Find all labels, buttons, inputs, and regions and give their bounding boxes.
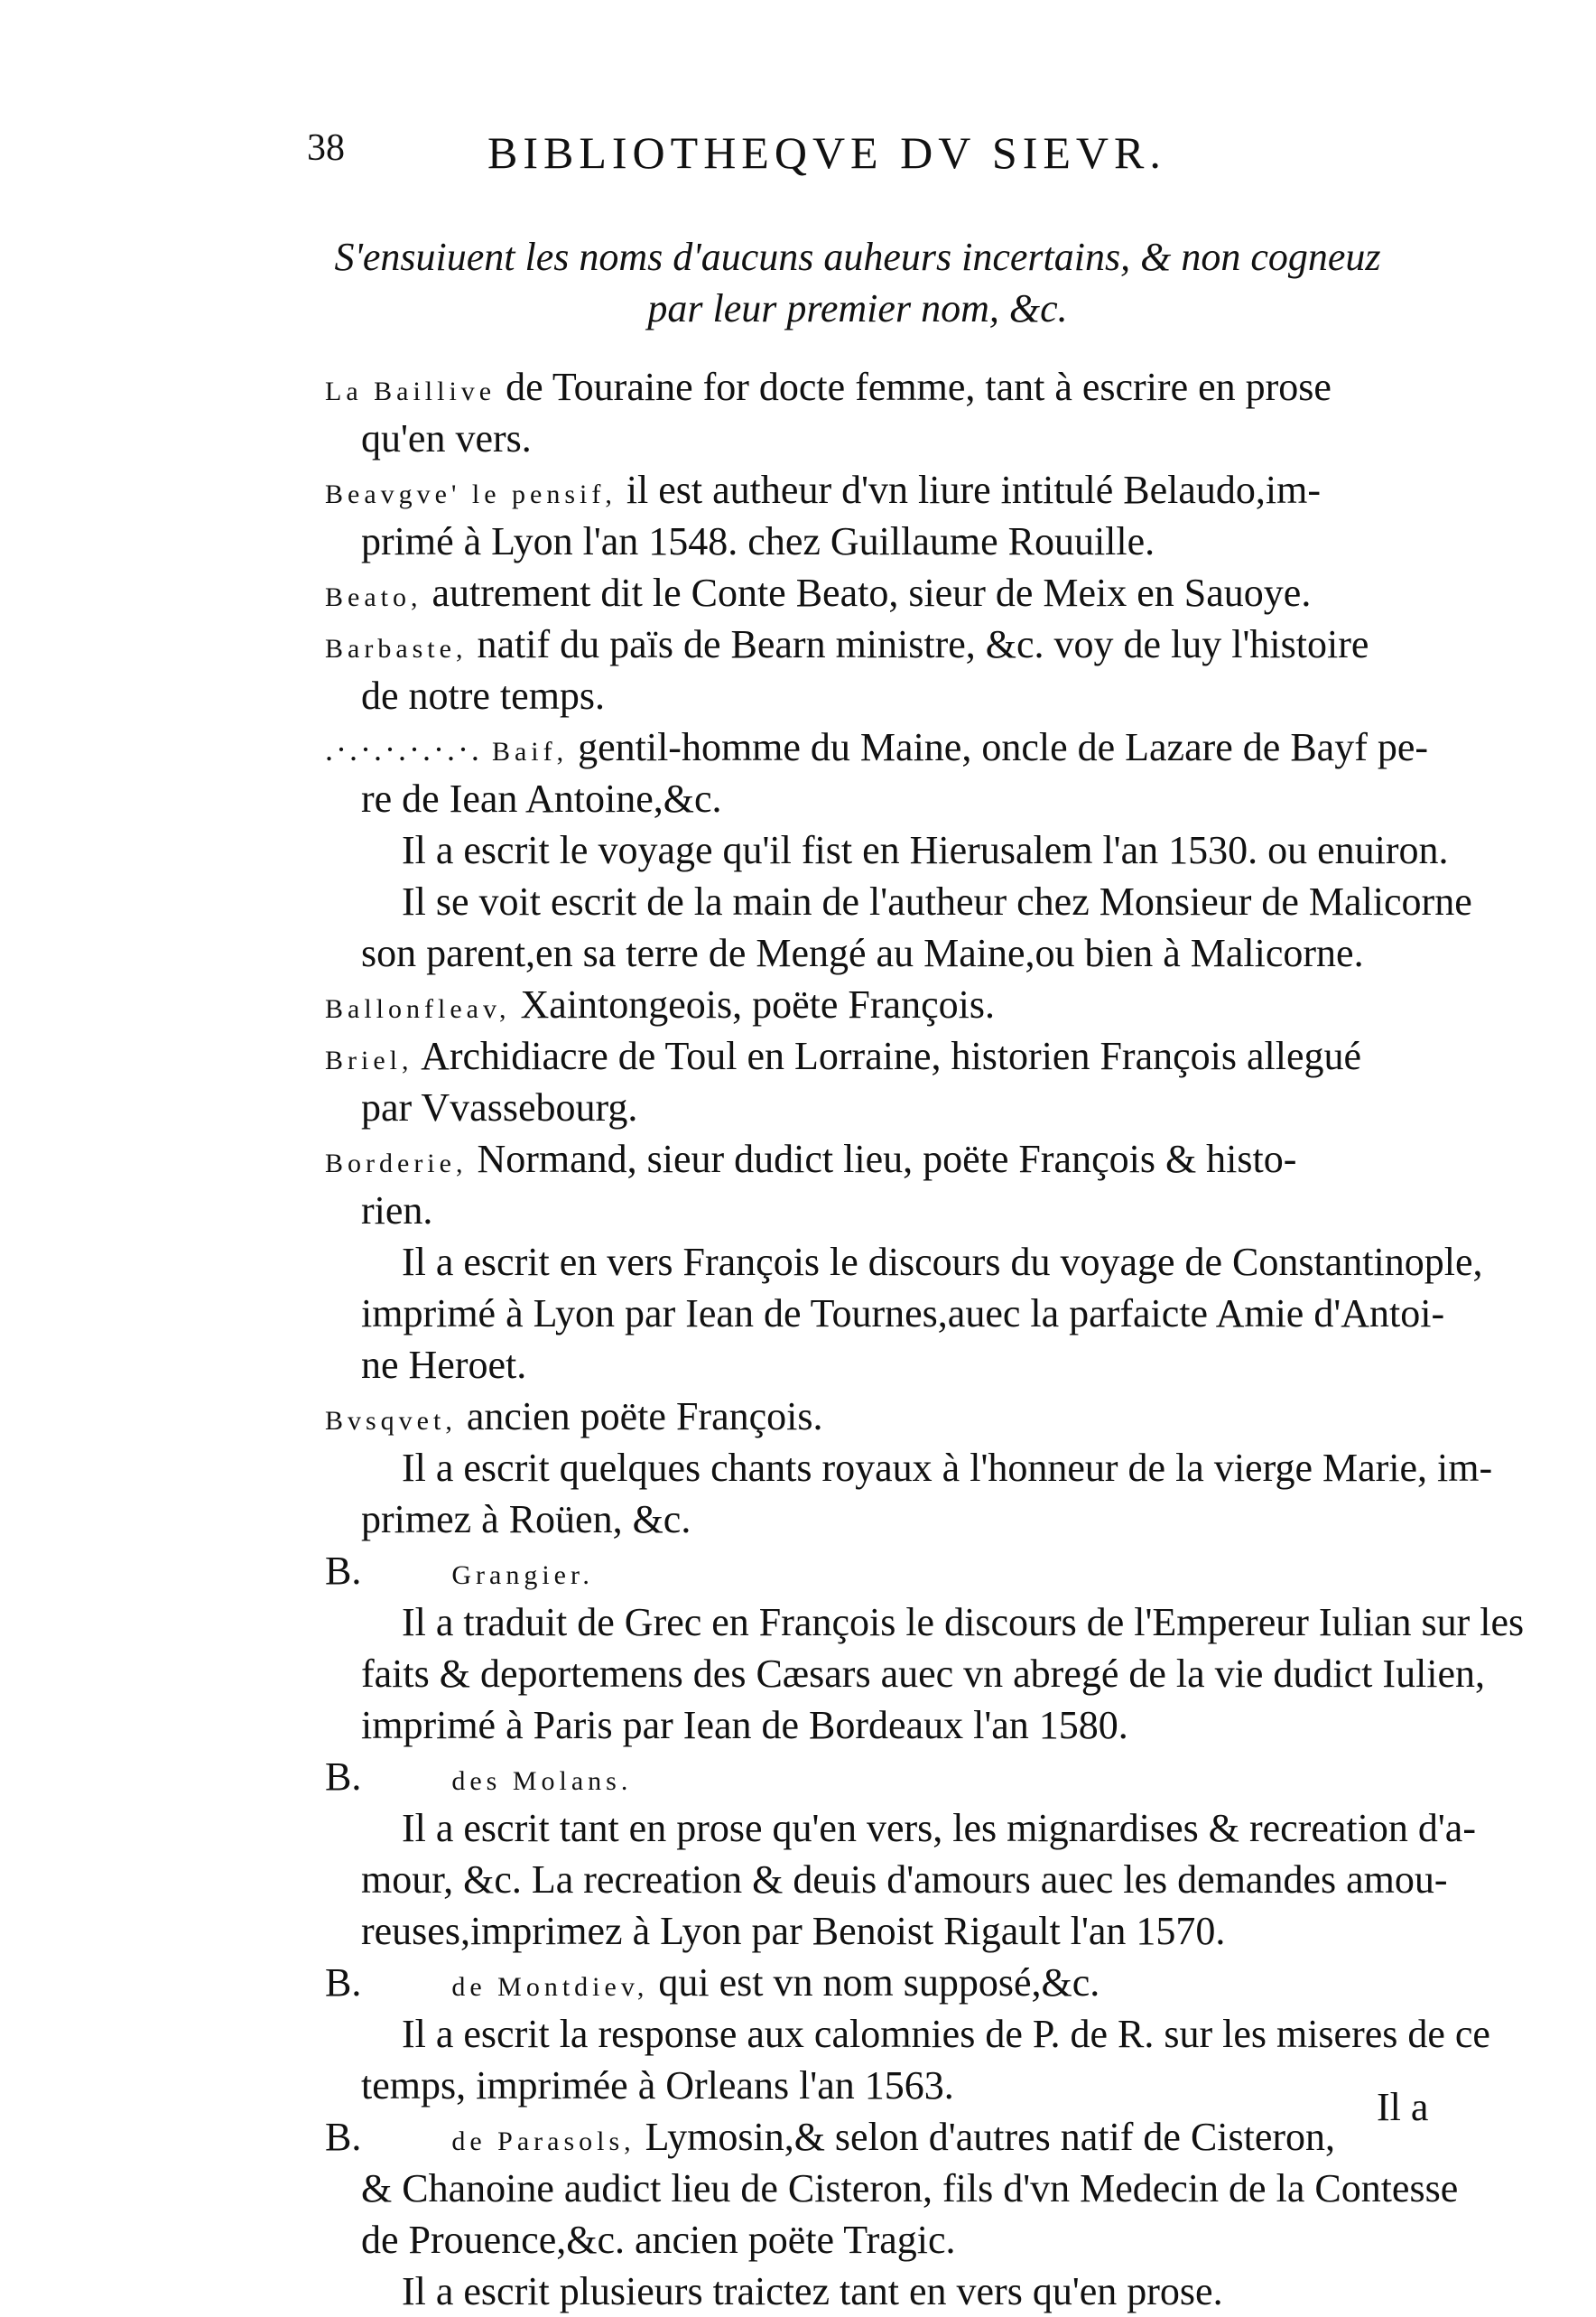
entry-line: de notre temps. (361, 674, 606, 718)
page-number: 38 (307, 127, 345, 169)
entry-name: Bvsqvet, (325, 1406, 457, 1436)
dotted-leader: .·.·.·.·.·.·. (325, 731, 482, 768)
entry-line: re de Iean Antoine,&c. (361, 777, 722, 821)
running-head (307, 126, 1390, 181)
entry-line: primé à Lyon l'an 1548. chez Guillaume Rouuille. (361, 519, 1155, 563)
entry-initial: B. (325, 1960, 362, 2005)
entry-line: par Vvassebourg. (361, 1085, 638, 1130)
entry-text: autrement dit le Conte Beato, sieur de Meix en Sauoye. (422, 571, 1312, 615)
entry-name: Baif, (491, 737, 569, 767)
entry-line: imprimé à Paris par Iean de Bordeaux l'an 1580. (361, 1703, 1128, 1747)
entry-line: faits & deportemens des Cæsars auec vn abregé de la vie dudict Iulien, (361, 1652, 1486, 1696)
entry-initial: B. (325, 1754, 362, 1799)
entry-line (325, 2111, 1444, 2163)
entry-line: de Prouence,&c. ancien poëte Tragic. (361, 2218, 956, 2262)
entry-line (325, 1030, 1444, 1082)
entry-line: Il a escrit plusieurs traictez tant en vers qu'en prose. (402, 2269, 1223, 2313)
entry-line: reuses,imprimez à Lyon par Benoist Rigault l'an 1570. (361, 1909, 1226, 1953)
entry-line (325, 1133, 1444, 1185)
entry-line: ne Heroet. (361, 1343, 527, 1387)
entry-line (325, 721, 1444, 773)
entry-line: son parent,en sa terre de Mengé au Maine,ou bien à Malicorne. (361, 931, 1364, 975)
entry-line: & Chanoine audict lieu de Cisteron, fils d'vn Medecin de la Contesse (361, 2166, 1459, 2210)
entry-line: mour, &c. La recreation & deuis d'amours auec les demandes amou- (361, 1857, 1448, 1902)
entry-name: Borderie, (325, 1149, 468, 1178)
entry-text: gentil-homme du Maine, oncle de Lazare de Bayf pe- (568, 725, 1429, 769)
entry-name: La Baillive (325, 377, 496, 406)
heading-line: par leur premier nom, &c. (647, 286, 1068, 330)
entry-line: Il se voit escrit de la main de l'autheur chez Monsieur de Malicorne (402, 879, 1472, 924)
entry-name: Beato, (325, 582, 422, 612)
catchword: Il a (1377, 2085, 1429, 2129)
entry-line (325, 361, 1444, 413)
entry-line (325, 464, 1444, 516)
entry-line: qu'en vers. (361, 416, 532, 461)
entry-line: Il a escrit tant en prose qu'en vers, les mignardises & recreation d'a- (402, 1806, 1476, 1850)
entry-line: primez à Roüen, &c. (361, 1497, 691, 1541)
entry-text: Archidiacre de Toul en Lorraine, historien François allegué (413, 1034, 1362, 1078)
entry-line (325, 979, 1444, 1030)
entry-name: de Montdiev, (451, 1972, 649, 2002)
section-heading (325, 231, 1390, 334)
entry-text: Xaintongeois, poëte François. (510, 982, 995, 1027)
entry-line: Il a escrit en vers François le discours du voyage de Constantinople, (402, 1240, 1483, 1284)
entry-line: Il a escrit la response aux calomnies de P. de R. sur les miseres de ce (402, 2012, 1490, 2056)
entry-line (325, 1545, 1444, 1596)
entry-name: Beavgve' le pensif, (325, 479, 617, 509)
entry-line (325, 1751, 1444, 1802)
entry-line (325, 1391, 1444, 1442)
entry-line: Il a escrit quelques chants royaux à l'honneur de la vierge Marie, im- (402, 1446, 1493, 1490)
entry-text: il est autheur d'vn liure intitulé Belaudo,im- (616, 468, 1322, 512)
entry-line: Il a escrit le voyage qu'il fist en Hierusalem l'an 1530. ou enuiron. (402, 828, 1449, 872)
entry-name: des Molans. (451, 1766, 633, 1796)
heading-line: S'ensuiuent les noms d'aucuns auheurs incertains, & non cogneuz (334, 235, 1381, 279)
entry-line: rien. (361, 1188, 433, 1233)
entry-line: temps, imprimée à Orleans l'an 1563. (361, 2063, 954, 2108)
entry-text: natif du païs de Bearn ministre, &c. voy de luy l'histoire (467, 622, 1369, 666)
entry-line (325, 1957, 1444, 2008)
entry-text: de Touraine for docte femme, tant à escrire en prose (496, 365, 1332, 409)
entry-line: imprimé à Lyon par Iean de Tournes,auec la parfaicte Amie d'Antoi- (361, 1291, 1445, 1335)
entry-text: qui est vn nom supposé,&c. (648, 1960, 1100, 2005)
entry-name: Ballonfleav, (325, 994, 511, 1024)
entry-name: Grangier. (451, 1560, 594, 1590)
entry-name: Barbaste, (325, 634, 468, 664)
entry-text: Lymosin,& selon d'autres natif de Cisteron, (635, 2115, 1336, 2159)
entry-name: Briel, (325, 1046, 413, 1075)
entry-list (325, 361, 1525, 2317)
running-title: BIBLIOTHEQVE DV SIEVR. (487, 127, 1166, 178)
entry-text: ancien poëte François. (456, 1394, 823, 1438)
entry-initial: B. (325, 1549, 362, 1593)
entry-name: de Parasols, (451, 2126, 636, 2156)
entry-line: Il a traduit de Grec en François le discours de l'Empereur Iulian sur les (402, 1600, 1525, 1644)
entry-line (325, 567, 1444, 619)
entry-text: Normand, sieur dudict lieu, poëte François & histo- (467, 1137, 1297, 1181)
entry-line (325, 619, 1444, 670)
entry-initial: B. (325, 2115, 362, 2159)
